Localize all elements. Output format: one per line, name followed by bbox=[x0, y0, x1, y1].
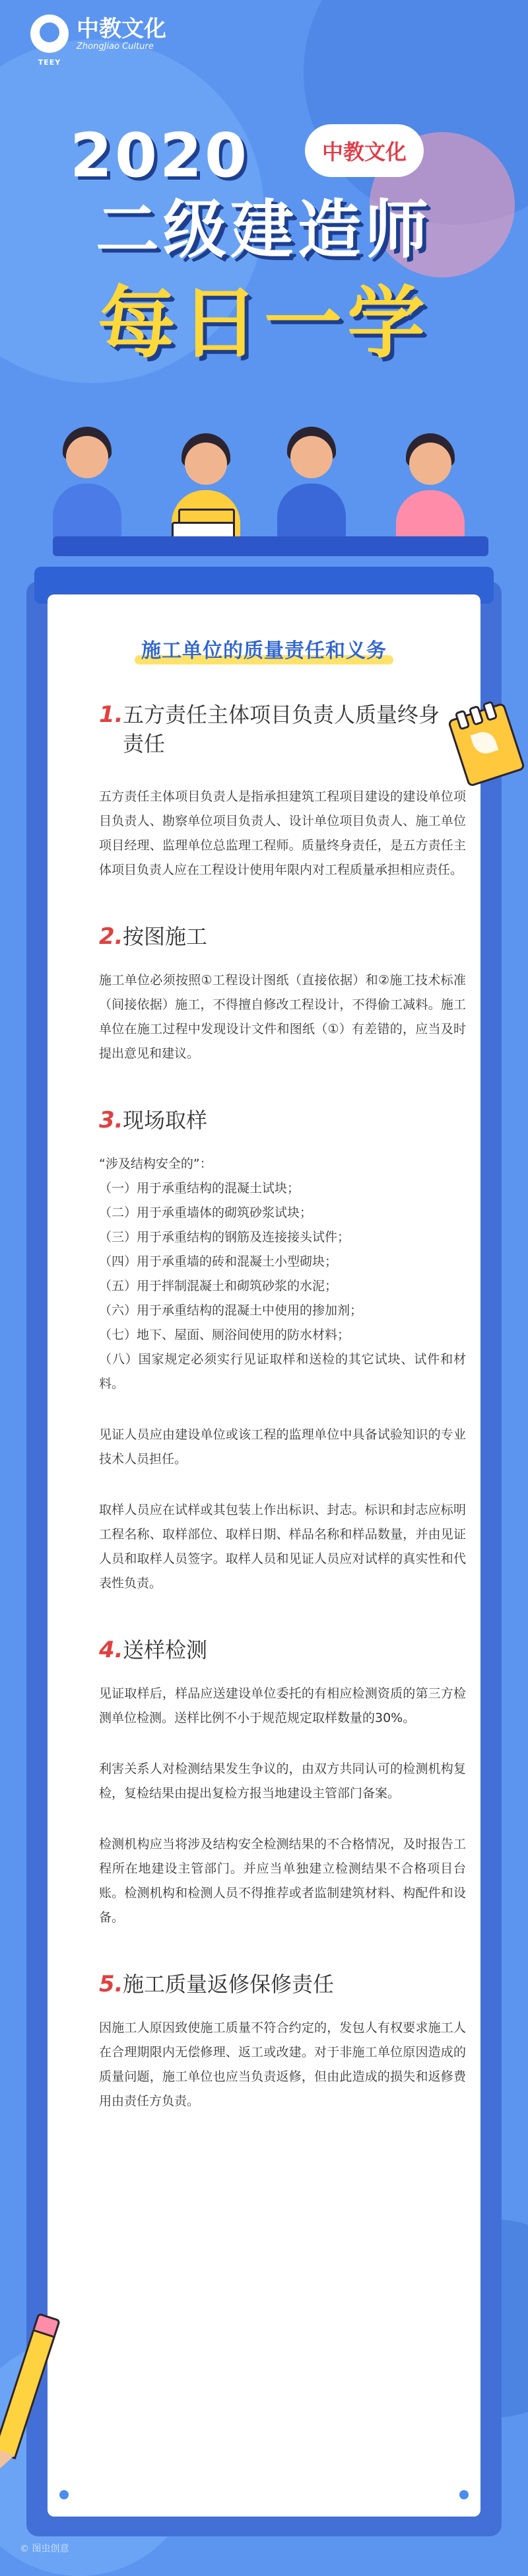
header-title: 二级建造师 bbox=[96, 193, 432, 267]
paragraph: 五方责任主体项目负责人是指承担建筑工程项目建设的建设单位项目负责人、勘察单位项目负责人、设计单位项目负责人、施工单位项目经理、监理单位总监理工程师。质量终身责任，是五方责任主体项目负责人应在工程设计使用年限内对工程质量承担相应责任。 bbox=[99, 789, 466, 877]
heading-number: 4. bbox=[99, 1637, 123, 1663]
paragraph: 检测机构应当将涉及结构安全检测结果的不合格情况，及时报告工程所在地建设主管部门。并应当单独建立检测结果不合格项目台账。检测机构和检测人员不得推荐或者监制建筑材料、构配件和设备。 bbox=[99, 1837, 466, 1925]
heading-text: 按图施工 bbox=[123, 924, 208, 949]
header-subtitle: 每日一学 bbox=[97, 277, 430, 369]
list-item: （六）用于承重结构的混凝土中使用的掺加剂； bbox=[99, 1303, 363, 1318]
header-badge-text: 中教文化 bbox=[321, 139, 407, 164]
heading-2 bbox=[99, 922, 466, 951]
list-item: （二）用于承重墙体的砌筑砂浆试块； bbox=[99, 1205, 313, 1220]
list-intro: “涉及结构安全的”： bbox=[99, 1157, 213, 1171]
paragraph: 见证取样后，样品应送建设单位委托的有相应检测资质的第三方检测单位检测。送样比例不小于规范规定取样数量的30%。 bbox=[99, 1686, 466, 1725]
heading-text: 送样检测 bbox=[123, 1637, 208, 1663]
list-item: （七）地下、屋面、厕浴间使用的防水材料； bbox=[99, 1328, 350, 1342]
heading-text: 施工质量返修保修责任 bbox=[123, 1972, 335, 1997]
watermark: © 图虫创意 bbox=[20, 2544, 69, 2554]
heading-number: 2. bbox=[99, 923, 123, 950]
paragraph: 利害关系人对检测结果发生争议的，由双方共同认可的检测机构复检，复检结果由提出复检方报当地建设主管部门备案。 bbox=[99, 1762, 466, 1801]
heading-number: 1. bbox=[99, 701, 123, 728]
logo-icon bbox=[30, 15, 69, 67]
card-dot bbox=[59, 2490, 69, 2499]
heading-4 bbox=[99, 1635, 466, 1664]
heading-text: 五方责任主体项目负责人质量终身责任 bbox=[123, 702, 440, 756]
header-year: 2020 bbox=[70, 120, 250, 191]
brand-logo bbox=[30, 15, 166, 67]
heading-number: 3. bbox=[99, 1107, 123, 1133]
paragraph: 取样人员应在试样或其包装上作出标识、封志。标识和封志应标明工程名称、取样部位、取样日期、样品名称和样品数量，并由见证人员和取样人员签字。取样人员和见证人员应对试样的真实性和代表性负责。 bbox=[99, 1503, 466, 1591]
desk bbox=[53, 536, 488, 556]
list-item: （一）用于承重结构的混凝土试块； bbox=[99, 1181, 300, 1196]
logo-name: 中教文化 bbox=[77, 15, 166, 42]
header-badge bbox=[305, 124, 424, 177]
paragraph: 因施工人原因致使施工质量不符合约定的，发包人有权要求施工人在合理期限内无偿修理、返工或改建。对于非施工单位原因造成的质量问题，施工单位也应当负责返修，但由此造成的损失和返修费用由责任方负责。 bbox=[99, 2021, 466, 2108]
list-item: （五）用于拌制混凝土和砌筑砂浆的水泥； bbox=[99, 1279, 338, 1293]
card-dot bbox=[459, 2490, 469, 2499]
heading-5 bbox=[99, 1970, 466, 1999]
section-header bbox=[0, 634, 528, 663]
list-item: （四）用于承重墙的砖和混凝土小型砌块； bbox=[99, 1254, 338, 1269]
heading-text: 现场取样 bbox=[123, 1108, 208, 1133]
heading-number: 5. bbox=[99, 1971, 123, 1997]
logo-english-name: ZhongJiao Culture bbox=[77, 41, 154, 52]
heading-3 bbox=[99, 1106, 466, 1135]
list-item: （八）国家规定必须实行见证取样和送检的其它试块、试件和材料。 bbox=[99, 1352, 466, 1391]
paragraph: 施工单位必须按照①工程设计图纸（直接依据）和②施工技术标准（间接依据）施工，不得擅自修改工程设计，不得偷工减料。施工单位在施工过程中发现设计文件和图纸（①）有差错的，应当及时提出意见和建议。 bbox=[99, 973, 466, 1061]
heading-1 bbox=[99, 700, 466, 758]
students-illustration bbox=[40, 423, 495, 568]
section-title: 施工单位的质量责任和义务 bbox=[141, 639, 387, 662]
list-item: （三）用于承重结构的钢筋及连接接头试件； bbox=[99, 1230, 350, 1244]
logo-sub-text: TEEY bbox=[38, 58, 61, 67]
article-content bbox=[99, 700, 466, 2114]
paragraph: 见证人员应由建设单位或该工程的监理单位中具备试验知识的专业技术人员担任。 bbox=[99, 1427, 466, 1466]
